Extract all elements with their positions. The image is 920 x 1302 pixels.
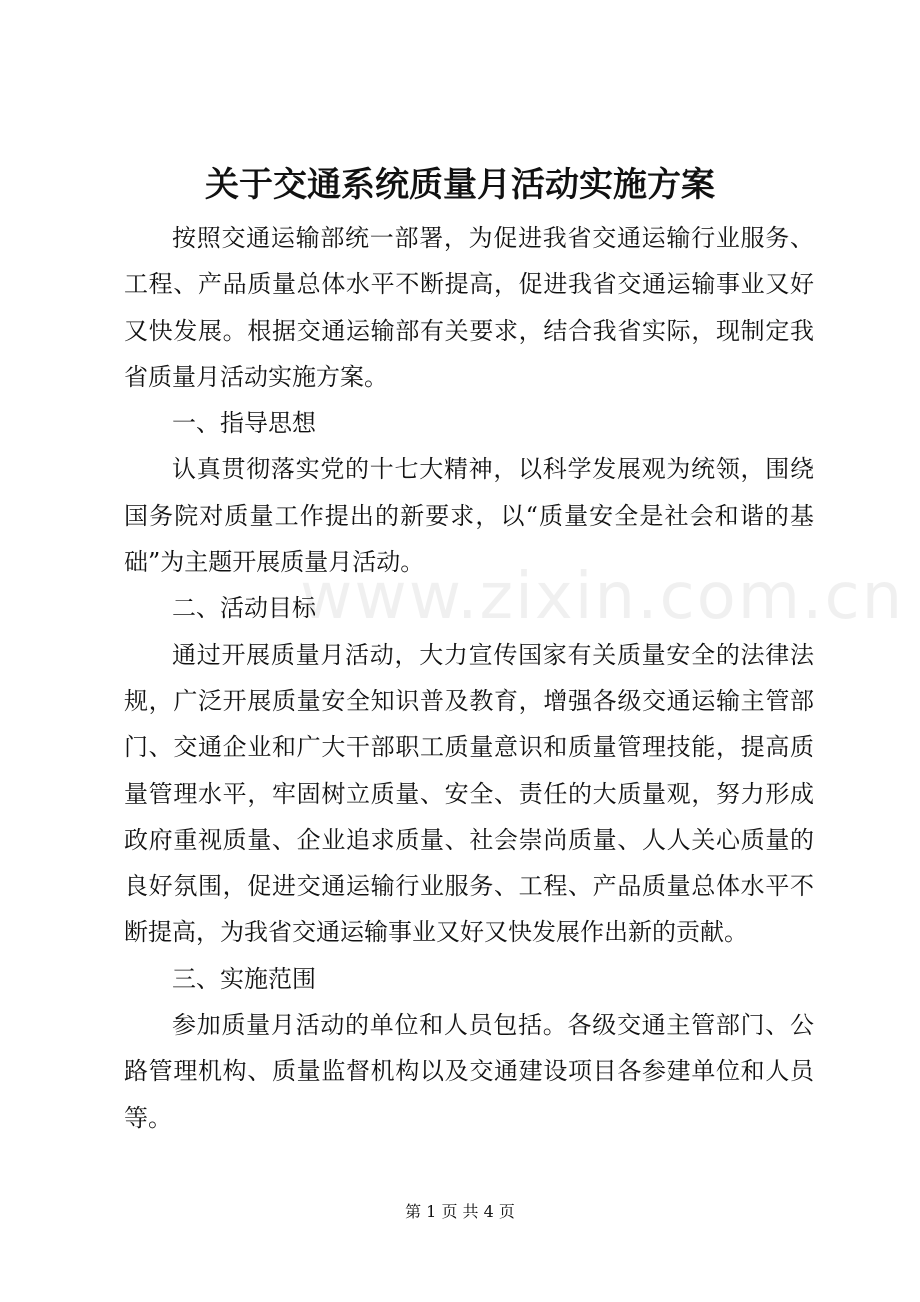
intro-paragraph: 按照交通运输部统一部署，为促进我省交通运输行业服务、工程、产品质量总体水平不断提高，促进我省交通运输事业又好又快发展。根据交通运输部有关要求，结合我省实际，现制定我省质量月活动实施方案。 xyxy=(124,224,814,391)
section-heading-guiding-ideology: 一、指导思想 xyxy=(172,409,316,438)
page-footer: 第 1 页 共 4 页 xyxy=(405,1202,515,1221)
scope-paragraph: 参加质量月活动的单位和人员包括。各级交通主管部门、公路管理机构、质量监督机构以及交通建设项目各参建单位和人员等。 xyxy=(124,1011,814,1132)
section-heading-scope: 三、实施范围 xyxy=(172,964,316,993)
guiding-ideology-paragraph: 认真贯彻落实党的十七大精神，以科学发展观为统领，围绕国务院对质量工作提出的新要求，以“质量安全是社会和谐的基础”为主题开展质量月活动。 xyxy=(124,455,814,577)
section-heading-activity-goals: 二、活动目标 xyxy=(172,594,316,623)
document-title: 关于交通系统质量月活动实施方案 xyxy=(205,165,715,205)
activity-goals-paragraph: 通过开展质量月活动，大力宣传国家有关质量安全的法律法规，广泛开展质量安全知识普及教育，增强各级交通运输主管部门、交通企业和广大干部职工质量意识和质量管理技能，提高质量管理水平，牢固树立质量、安全、责任的大质量观，努力形成政府重视质量、企业追求质量、社会崇尚质量、人人关心质量的良好氛围，促进交通运输行业服务、工程、产品质量总体水平不断提高，为我省交通运输事业又好又快发展作出新的贡献。 xyxy=(124,640,814,947)
document-body xyxy=(124,215,814,1141)
watermark: www.zixin.com.cn xyxy=(300,560,905,634)
